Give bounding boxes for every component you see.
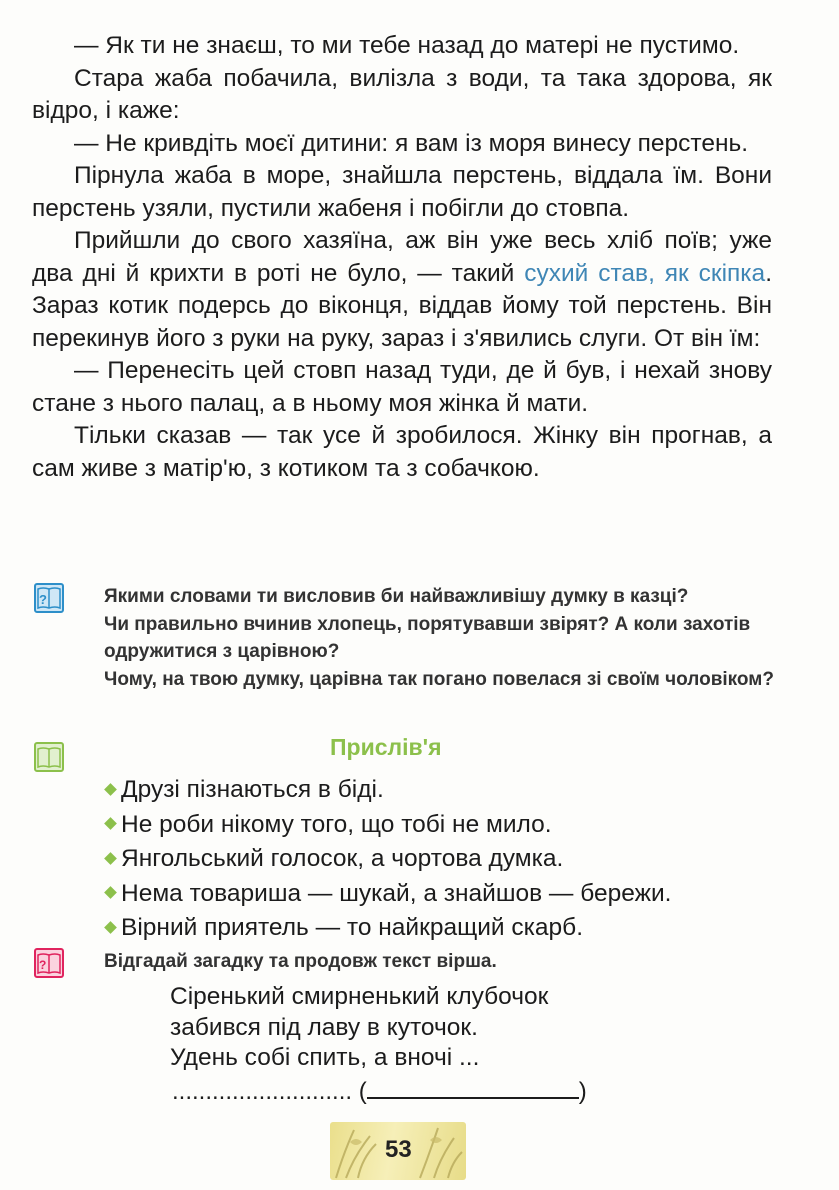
question-item: Чи правильно вчинив хлопець, порятувавши звірят? А коли захотів одружитися з царівною? <box>104 613 751 662</box>
green-diamond-bullet-icon <box>104 886 117 899</box>
riddle-instruction: Відгадай загадку та продовж текст вірша. <box>104 951 497 972</box>
proverb-item: Друзі пізнаються в біді. <box>104 773 671 808</box>
question-item: Якими словами ти висловив би найважливішу думку в казці? <box>104 586 689 607</box>
question-book-icon <box>34 583 64 613</box>
story-text-segment: Прийшли до свого хазяїна, аж він уже весь хліб поїв; уже два дні й крихти в роті не було, — такий <box>32 227 772 287</box>
page-number: 53 <box>385 1136 412 1163</box>
green-diamond-bullet-icon <box>104 817 117 830</box>
proverb-item: Не роби нікому того, що тобі не мило. <box>104 808 671 843</box>
poem-line: Сіренький смирненький клубочок <box>170 983 549 1010</box>
proverbs-list <box>104 773 671 946</box>
green-diamond-bullet-icon <box>104 783 117 796</box>
green-diamond-bullet-icon <box>104 852 117 865</box>
story-paragraph <box>32 225 772 355</box>
poem-line: забився під лаву в куточок. <box>170 1013 478 1041</box>
story-text <box>32 30 772 485</box>
open-paren: ( <box>358 1078 367 1105</box>
green-diamond-bullet-icon <box>104 921 117 934</box>
riddle-book-icon <box>34 948 64 978</box>
story-paragraph: — Не кривдіть моєї дитини: я вам із моря винесу перстень. <box>74 129 749 157</box>
story-paragraph: Тільки сказав — так усе й зробилося. Жінку він прогнав, а сам живе з матір'ю, з котиком та з собачкою. <box>32 422 772 482</box>
story-paragraph: — Як ти не знаєш, то ми тебе назад до матері не пустимо. <box>74 32 740 59</box>
story-text-segment: . Зараз котик подерсь до віконця, віддав йому той перстень. Він перекинув його з руки на руку, зараз і з'явились слуги. От він їм: <box>32 259 772 352</box>
riddle-answer-line <box>172 1075 587 1106</box>
poem-line: Удень собі спить, а вночі ... <box>170 1044 480 1071</box>
proverb-item: Вірний приятель — то найкращий скарб. <box>104 911 671 946</box>
proverb-item: Янгольський голосок, а чортова думка. <box>104 842 671 877</box>
close-paren: ) <box>578 1078 587 1105</box>
riddle-poem <box>170 982 548 1074</box>
proverb-item: Нема товариша — шукай, а знайшов — бережи. <box>104 877 671 912</box>
story-paragraph: Стара жаба побачила, вилізла з води, та така здорова, як відро, і каже: <box>32 64 772 124</box>
svg-text:?: ? <box>39 958 47 972</box>
proverbs-heading: Прислів'я <box>330 734 442 760</box>
proverbs-book-icon <box>34 742 64 772</box>
questions-text <box>104 583 774 693</box>
glossary-term: сухий став, як скіпка <box>524 259 766 287</box>
answer-blank <box>367 1075 579 1099</box>
question-item: Чому, на твою думку, царівна так погано повелася зі своїм чоловіком? <box>104 668 774 690</box>
story-paragraph: — Перенесіть цей стовп назад туди, де й був, і нехай знову стане з нього палац, а в ньому моя жінка й мати. <box>32 357 772 417</box>
dotted-line: ........................... <box>172 1078 353 1105</box>
story-paragraph: Пірнула жаба в море, знайшла перстень, віддала їм. Вони перстень узяли, пустили жабеня і побігли до стовпа. <box>32 162 772 222</box>
page-number-box <box>330 1122 466 1180</box>
svg-text:?: ? <box>39 592 47 607</box>
